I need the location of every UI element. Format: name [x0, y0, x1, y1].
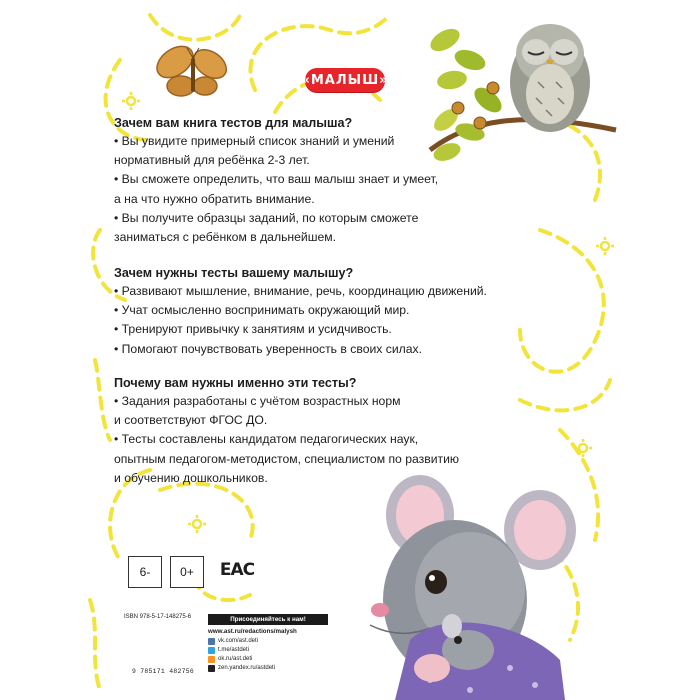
section-heading: Почему вам нужны именно эти тесты? — [114, 376, 357, 390]
section-line: • Тренируют привычку к занятиям и усидчивость. — [114, 322, 392, 337]
section-line: • Задания разработаны с учётом возрастных норм — [114, 394, 401, 408]
social-link-text: ok.ru/ast.deti — [218, 656, 253, 662]
barcode-number: 9 785171 482756 — [131, 668, 195, 675]
social-link-zen[interactable] — [208, 664, 328, 673]
sparkle-icon — [188, 515, 206, 533]
section-line: • Учат осмысленно воспринимать окружающий мир. — [114, 303, 410, 318]
social-link-text: zen.yandex.ru/astdeti — [218, 665, 276, 671]
section-line: и соответствуют ФГОС ДО. — [114, 413, 268, 428]
section-why-book — [114, 114, 534, 247]
zen-icon — [208, 665, 215, 672]
age-rating-badge: 0+ — [170, 556, 204, 588]
telegram-icon — [208, 647, 215, 654]
barcode — [124, 622, 202, 666]
section-line: а на что нужно обратить внимание. — [114, 191, 315, 206]
section-line: и обучению дошкольников. — [114, 470, 268, 485]
section-line: • Вы получите образцы заданий, по которым сможете — [114, 210, 419, 225]
social-link-ok[interactable] — [208, 655, 328, 664]
section-line: опытным педагогом-методистом, специалистом по развитию — [114, 451, 460, 466]
publisher-logo: «МАЛЫШ» — [305, 68, 385, 92]
isbn-text: ISBN 978-5-17-148275-6 — [124, 614, 192, 620]
vk-icon — [208, 638, 215, 645]
odnoklassniki-icon — [208, 656, 215, 663]
website-link[interactable]: www.ast.ru/redactions/malysh — [208, 628, 297, 635]
mouse-illustration — [370, 475, 576, 700]
section-why-tests — [114, 264, 534, 359]
section-heading: Зачем вам книга тестов для малыша? — [114, 116, 353, 130]
section-line: • Вы увидите примерный список знаний и умений — [114, 134, 395, 148]
sparkle-icon — [122, 92, 140, 110]
social-link-text: t.me/astdeti — [218, 647, 250, 653]
age-rating-label: 6- — [128, 556, 162, 588]
social-link-telegram[interactable] — [208, 646, 328, 655]
section-line: заниматься с ребёнком в дальнейшем. — [114, 230, 337, 245]
social-link-text: vk.com/ast.deti — [218, 638, 259, 644]
join-us-banner: Присоединяйтесь к нам! — [208, 614, 328, 625]
social-links-block — [208, 614, 328, 673]
sparkle-icon — [596, 237, 614, 255]
section-line: • Вы сможете определить, что ваш малыш знает и умеет, — [114, 172, 439, 187]
section-why-these-tests — [114, 374, 534, 488]
eac-certification-mark: EAC — [219, 560, 255, 580]
sparkle-icon — [574, 439, 592, 457]
section-line: нормативный для ребёнка 2-3 лет. — [114, 153, 310, 168]
section-heading: Зачем нужны тесты вашему малышу? — [114, 266, 354, 280]
section-line: • Развивают мышление, внимание, речь, координацию движений. — [114, 284, 487, 298]
social-link-vk[interactable] — [208, 637, 328, 646]
section-line: • Тесты составлены кандидатом педагогических наук, — [114, 432, 419, 447]
section-line: • Помогают почувствовать уверенность в своих силах. — [114, 341, 423, 356]
butterfly-illustration — [151, 40, 231, 96]
